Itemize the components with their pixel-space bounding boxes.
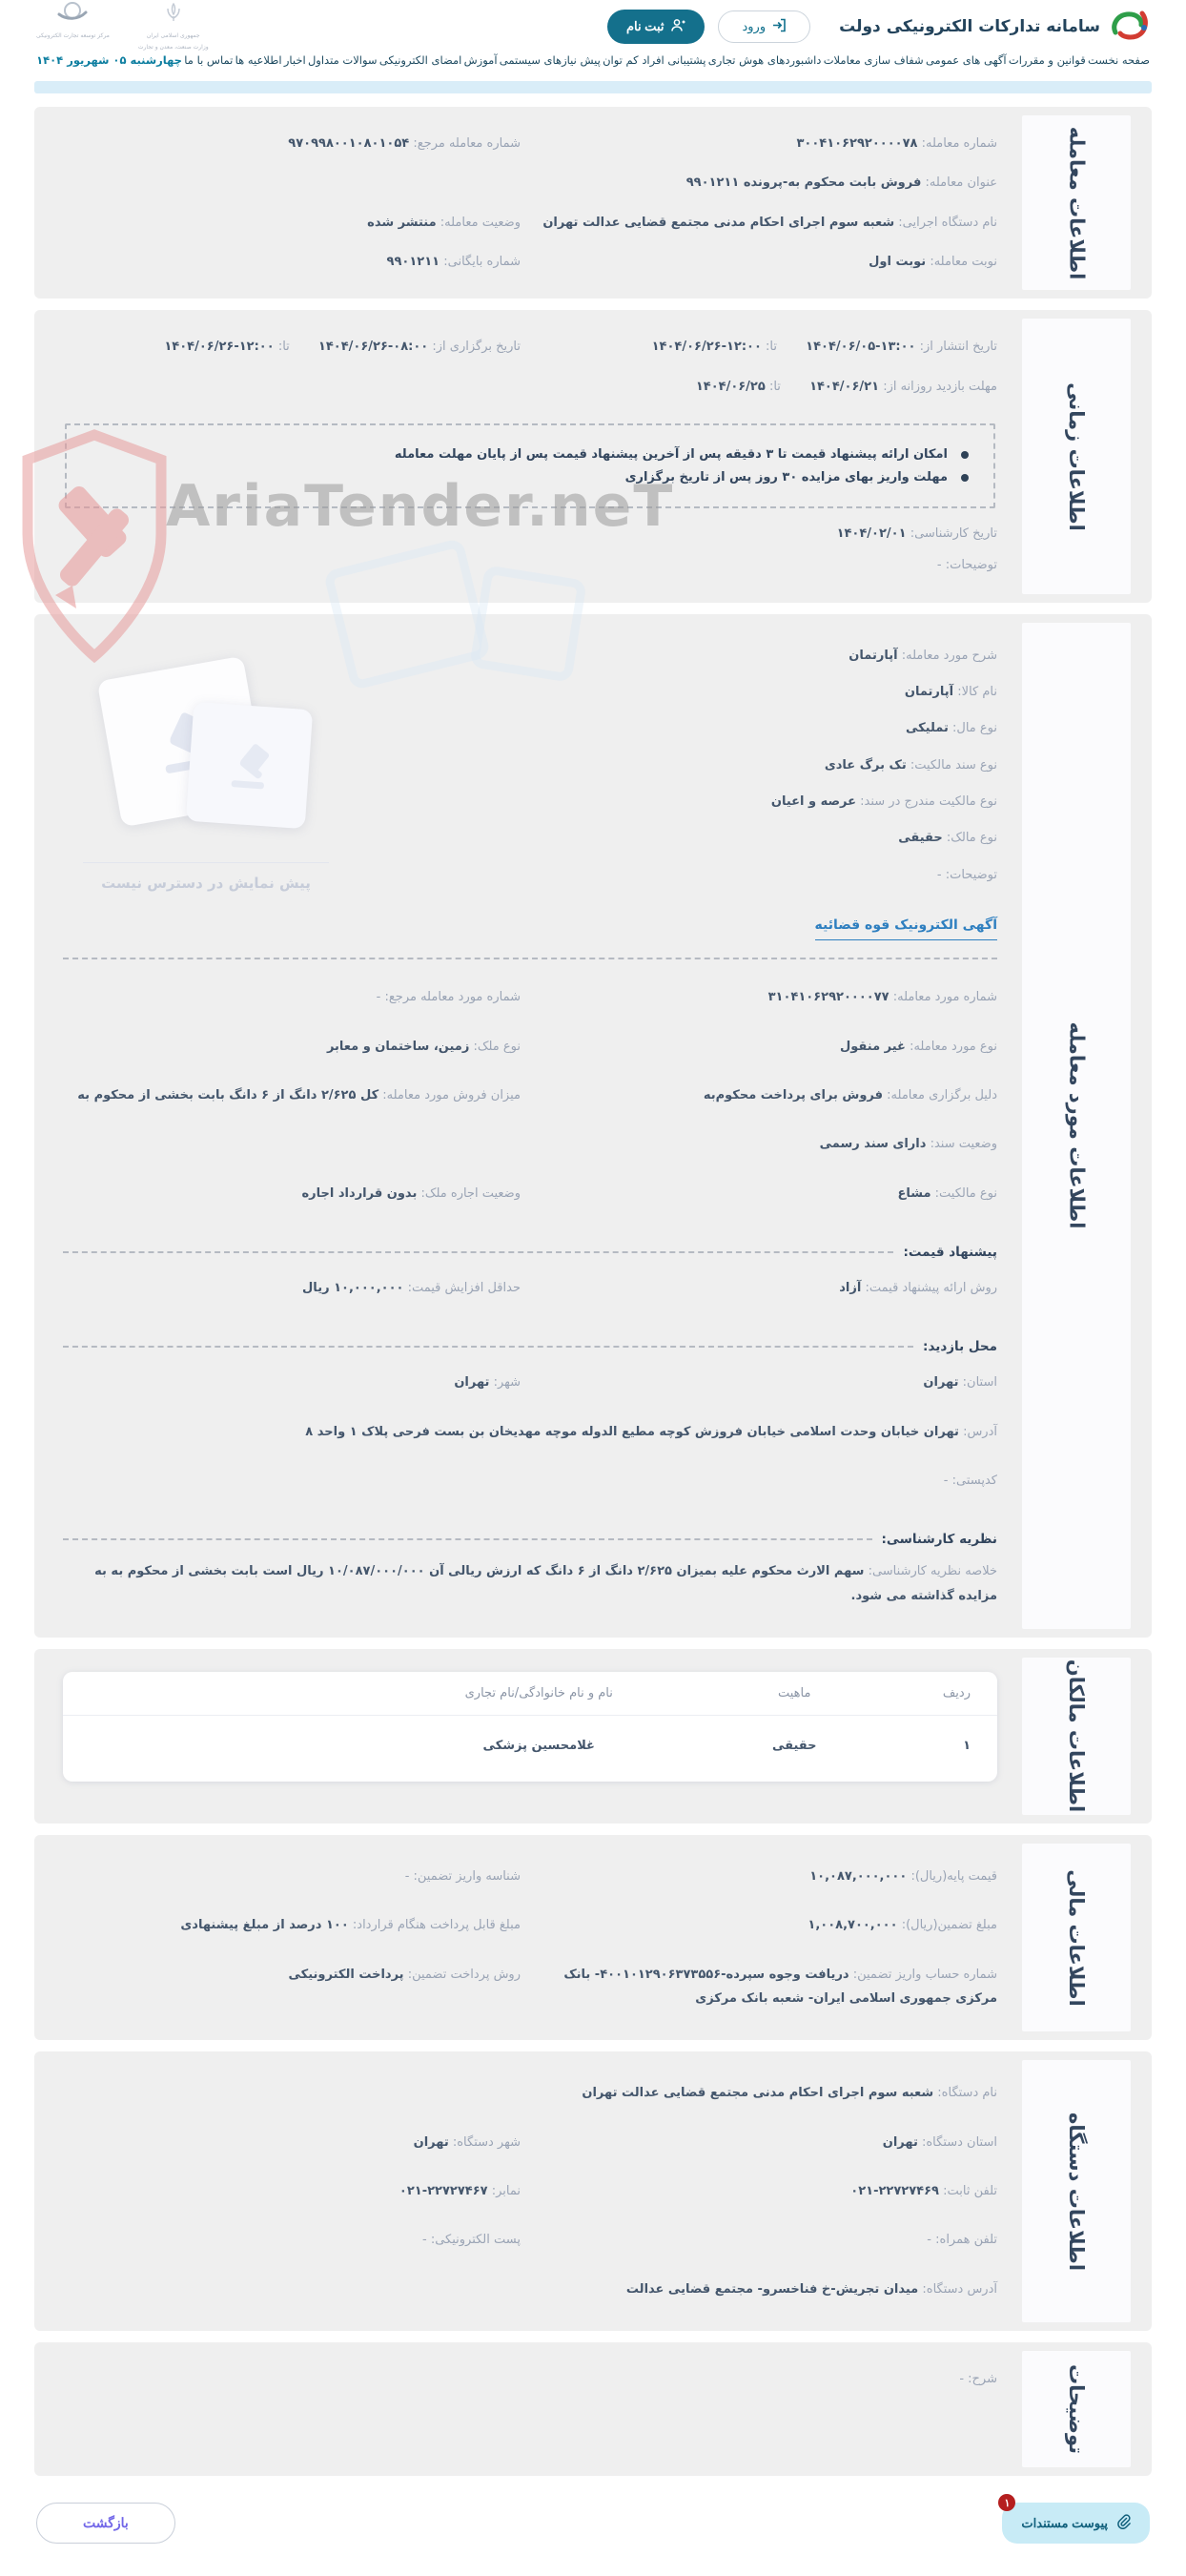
field-value: آپارتمان xyxy=(904,685,954,700)
field-label: وضعیت معامله: xyxy=(440,215,521,230)
field-value: ۱۰,۰۸۷,۰۰۰,۰۰۰ xyxy=(809,1868,908,1884)
field-value: عرصه و اعیان xyxy=(770,794,857,810)
expert-opinion-heading xyxy=(63,1532,997,1547)
field-agency-mobile xyxy=(540,2228,997,2252)
field-subject-ref-number xyxy=(63,985,521,1009)
judiciary-eauction-link[interactable]: آگهی الکترونیک قوه قضائیه xyxy=(815,917,998,940)
visit-location-heading xyxy=(63,1339,997,1354)
bullet-icon xyxy=(961,451,969,459)
field-subject-desc xyxy=(372,644,997,668)
nav-item-announcements[interactable]: اطلاعیه ها xyxy=(235,53,282,67)
price-offer-heading xyxy=(63,1245,997,1260)
field-value: تهران xyxy=(923,1375,959,1391)
field-agency-name xyxy=(63,2081,997,2105)
field-label: حداقل افزایش قیمت: xyxy=(407,1280,521,1295)
nav-item-bi-dashboards[interactable]: داشبوردهای هوش تجاری xyxy=(707,53,822,67)
notice-item xyxy=(92,470,969,484)
field-expert-summary xyxy=(63,1559,997,1608)
field-deal-number xyxy=(540,132,997,155)
field-label: نام دستگاه: xyxy=(937,2086,997,2101)
owners-table-header xyxy=(63,1672,997,1716)
field-agency-fax xyxy=(63,2179,521,2203)
field-province xyxy=(540,1370,997,1394)
field-value: ۹۷۰۹۹۸۰۰۱۰۸۰۱۰۵۴ xyxy=(288,136,410,151)
field-label: مبلغ قابل پرداخت هنگام قرارداد: xyxy=(352,1918,521,1933)
dashed-rule xyxy=(63,1538,872,1540)
placeholder-divider xyxy=(83,862,329,863)
field-label: نام کالا: xyxy=(957,685,997,700)
cell-entity-type: حقیقی xyxy=(771,1738,817,1753)
field-label: شماره مورد معامله: xyxy=(892,990,997,1005)
section-title: اطلاعات مالکان xyxy=(1065,1659,1088,1813)
field-label: روش ارائه پیشنهاد قیمت: xyxy=(865,1280,997,1295)
field-value: ۳۰۰۴۱۰۶۲۹۲۰۰۰۰۷۸ xyxy=(796,136,918,151)
field-deed-status xyxy=(63,1132,997,1156)
login-label: ورود xyxy=(742,18,767,33)
login-icon xyxy=(772,18,787,35)
section-title: اطلاعات زمانی xyxy=(1065,381,1088,531)
field-owner-type xyxy=(372,826,997,850)
field-estate-type xyxy=(63,1035,521,1059)
field-value: - xyxy=(959,2372,965,2387)
field-value: فروش بابت محکوم به-پرونده ۹۹۰۱۲۱۱ xyxy=(685,175,922,191)
field-label: تلفن همراه: xyxy=(935,2233,997,2248)
field-label: تاریخ انتشار از: xyxy=(919,340,997,355)
dashed-rule xyxy=(63,1346,913,1348)
field-deed-type xyxy=(372,753,997,777)
signup-label: ثبت نام xyxy=(625,18,665,33)
heading-text: پیشنهاد قیمت: xyxy=(903,1244,997,1260)
field-deal-status xyxy=(63,211,521,235)
header xyxy=(0,0,1186,50)
section-subject-info xyxy=(34,614,1152,1638)
field-value: غیر منقول xyxy=(839,1039,906,1054)
field-min-increment xyxy=(63,1276,521,1300)
field-payable-at-contract xyxy=(63,1913,521,1937)
section-owners-info xyxy=(34,1649,1152,1824)
field-label: مهلت بازدید روزانه از: xyxy=(883,379,997,394)
field-time-notes xyxy=(63,553,997,577)
section-title: اطلاعات مورد معامله xyxy=(1065,1021,1088,1229)
signup-button[interactable] xyxy=(607,10,705,44)
field-expert-date xyxy=(63,522,997,546)
field-label: نوبت معامله: xyxy=(930,255,997,270)
notice-text: مهلت واریز بهای مزایده ۳۰ روز پس از تاریخ برگزاری xyxy=(624,470,948,485)
owners-table xyxy=(63,1672,997,1782)
back-button[interactable]: بازگشت xyxy=(36,2503,175,2544)
nav-item-faq[interactable]: سوالات متداول xyxy=(307,53,378,67)
setad-logo-icon xyxy=(1110,8,1150,46)
table-row xyxy=(63,1716,997,1782)
cell-owner-name: غلامحسین پزشکی xyxy=(482,1738,595,1753)
column-header-entity-type: ماهیت xyxy=(777,1685,811,1700)
bullet-icon xyxy=(961,474,969,482)
nav-item-contact[interactable]: تماس با ما xyxy=(184,53,234,67)
section-title: توضیحات xyxy=(1065,2364,1089,2455)
field-agency-phone xyxy=(540,2179,997,2203)
field-offer-method xyxy=(540,1276,997,1300)
notice-box xyxy=(65,423,995,508)
field-value: ۰۲۱-۲۲۷۲۷۴۶۷ xyxy=(399,2184,488,2198)
heading-text: محل بازدید: xyxy=(923,1339,997,1355)
section-title: اطلاعات مالی xyxy=(1065,1868,1088,2007)
field-label: شهر: xyxy=(493,1375,521,1391)
field-value: ۱۴۰۴/۰۶/۲۶-۱۲:۰۰ xyxy=(651,340,762,355)
field-label: تا: xyxy=(277,340,290,355)
field-value: مشاع xyxy=(897,1185,931,1201)
attachments-count-badge: ۱ xyxy=(998,2494,1015,2511)
notice-text: امکان ارائه پیشنهاد قیمت تا ۳ دقیقه پس از آخرین پیشنهاد قیمت پس از پایان مهلت معامله xyxy=(394,447,948,463)
field-label: تاریخ کارشناسی: xyxy=(910,526,997,542)
field-address xyxy=(63,1420,997,1444)
field-value: سهم الارث محکوم علیه بمیزان ۲/۶۲۵ دانگ از ۶ دانگ که ارزش ریالی آن ۱۰/۰۸۷/۰۰۰/۰۰۰ ریال است بابت بخشی از محکوم به به مزایده گذاشته می شود. xyxy=(94,1564,997,1603)
section-deal-info xyxy=(34,107,1152,299)
field-agency-email xyxy=(63,2228,521,2252)
field-deal-ref-number xyxy=(63,132,521,155)
field-executive-org xyxy=(540,211,997,235)
column-header-row-number: ردیف xyxy=(942,1685,971,1700)
nav-item-training[interactable]: آموزش xyxy=(463,53,498,67)
field-value: تهران xyxy=(413,2134,449,2150)
footer-actions xyxy=(36,2497,1150,2544)
field-label: روش پرداخت تضمین: xyxy=(407,1967,521,1982)
field-value: تک برگ عادی xyxy=(824,757,907,773)
field-label: شماره بایگانی: xyxy=(443,255,521,270)
field-city xyxy=(63,1370,521,1394)
user-plus-icon xyxy=(670,18,685,35)
paperclip-icon xyxy=(1116,2514,1131,2532)
field-lease-status xyxy=(63,1182,521,1206)
field-value: - xyxy=(421,2233,427,2248)
field-agency-province xyxy=(540,2131,997,2154)
field-value: آپارتمان xyxy=(849,648,898,663)
field-sale-reason xyxy=(540,1083,997,1107)
field-label: شرح: xyxy=(968,2372,997,2387)
field-value: تهران xyxy=(454,1375,490,1391)
ecommerce-caption: مرکز توسعه تجارت الکترونیکی xyxy=(36,31,110,39)
section-label-agency xyxy=(1022,2060,1131,2322)
nav-item-accessibility[interactable]: پشتیبانی افراد کم توان xyxy=(603,53,706,67)
placeholder-graphics xyxy=(92,656,320,847)
field-ownership-in-deed xyxy=(372,790,997,814)
nav-item-home[interactable]: صفحه نخست xyxy=(1087,53,1150,67)
field-label: نوع مورد معامله: xyxy=(910,1039,997,1054)
nav-item-public-notices[interactable]: آگهی های عمومی xyxy=(925,53,1007,67)
field-label: میزان فروش مورد معامله: xyxy=(382,1087,521,1103)
field-label: نوع سند مالکیت: xyxy=(910,757,997,773)
field-label: وضعیت سند: xyxy=(930,1137,997,1152)
image-preview-placeholder xyxy=(63,631,349,899)
field-value: - xyxy=(376,990,381,1005)
field-label: استان: xyxy=(962,1375,997,1391)
field-label: آدرس: xyxy=(963,1424,997,1439)
field-value: ۱۴۰۴/۰۶/۲۶-۱۲:۰۰ xyxy=(164,340,275,355)
section-title: اطلاعات معامله xyxy=(1065,126,1088,279)
field-guarantee-payment-method xyxy=(63,1963,521,2011)
field-hold-range xyxy=(63,335,521,359)
field-label: شرح مورد معامله: xyxy=(901,648,997,663)
field-value: پرداخت الکترونیکی xyxy=(288,1967,404,1982)
field-label: وضعیت اجاره ملک: xyxy=(420,1185,521,1201)
field-sale-portion xyxy=(63,1083,521,1107)
field-subject-number xyxy=(540,985,997,1009)
field-value: ۱۴۰۴/۰۶/۰۵-۱۳:۰۰ xyxy=(806,340,916,355)
field-publish-range xyxy=(540,335,997,359)
field-label: دلیل برگزاری معامله: xyxy=(887,1087,997,1103)
field-label: نوع ملک: xyxy=(473,1039,521,1054)
nav-item-news[interactable]: اخبار xyxy=(283,53,306,67)
field-value: آزاد xyxy=(839,1280,862,1295)
field-value: ۱۰۰ درصد از مبلغ پیشنهادی xyxy=(180,1918,349,1933)
section-label-time-info xyxy=(1022,319,1131,593)
field-base-price xyxy=(540,1865,997,1888)
field-value: تملیکی xyxy=(905,721,949,736)
field-value: دارای سند رسمی xyxy=(819,1137,927,1152)
field-value: میدان تجریش-خ فناخسرو- مجتمع قضایی عدالت xyxy=(625,2281,919,2297)
field-value: فروش برای پرداخت محکوم‌به xyxy=(703,1087,884,1103)
field-visit-range xyxy=(63,375,997,399)
field-subject-notes xyxy=(372,863,997,887)
dashed-divider xyxy=(63,958,997,959)
field-label: آدرس دستگاه: xyxy=(922,2281,997,2297)
field-value: ۱۴۰۴/۰۲/۰۱ xyxy=(836,526,907,542)
field-value: کل ۲/۶۲۵ دانگ از ۶ دانگ بابت بخشی از محکوم به xyxy=(77,1087,379,1103)
nav-item-esignature[interactable]: امضای الکترونیکی xyxy=(378,53,462,67)
field-value: - xyxy=(936,867,942,882)
field-label: نوع مال: xyxy=(952,721,997,736)
field-guarantee-account xyxy=(540,1963,997,2011)
login-button[interactable] xyxy=(718,10,810,43)
current-date: چهارشنبه ۰۵ شهریور ۱۴۰۴ xyxy=(36,53,182,67)
decorative-strip xyxy=(34,81,1152,93)
section-notes xyxy=(34,2342,1152,2476)
watermark-text: AriaTender.neT xyxy=(166,473,675,540)
field-value: ۱۴۰۴/۰۶/۲۱ xyxy=(809,379,880,394)
nav-item-system-requirements[interactable]: پیش نیازهای سیستمی xyxy=(499,53,601,67)
field-value: - xyxy=(936,558,942,573)
field-notes-desc xyxy=(63,2367,997,2391)
brand xyxy=(839,8,1150,46)
main-navbar xyxy=(0,50,1186,75)
field-label: تا: xyxy=(768,379,781,394)
field-label: عنوان معامله: xyxy=(925,175,997,191)
field-value: - xyxy=(404,1868,410,1884)
field-property-kind xyxy=(372,716,997,740)
field-label: تا: xyxy=(766,340,778,355)
field-value: ۱۰,۰۰۰,۰۰۰ ریال xyxy=(302,1280,404,1295)
field-value: شعبه سوم اجرای احکام مدنی مجتمع قضایی عدالت تهران xyxy=(582,2086,934,2101)
field-archive-number xyxy=(63,250,521,274)
field-value: بدون قرارداد اجاره xyxy=(301,1185,418,1201)
field-label: تاریخ برگزاری از: xyxy=(432,340,521,355)
ministry-caption-line2: وزارت صنعت، معدن و تجارت xyxy=(137,43,209,51)
section-label-deal-info xyxy=(1022,115,1131,290)
field-label: نوع مالکیت مندرج در سند: xyxy=(860,794,997,810)
heading-text: نظریه کارشناسی: xyxy=(881,1532,997,1548)
section-financial-info xyxy=(34,1835,1152,2040)
field-label: قیمت پایه(ریال): xyxy=(910,1868,997,1884)
field-value: شعبه سوم اجرای احکام مدنی مجتمع قضایی عدالت تهران xyxy=(542,215,895,230)
section-time-info xyxy=(34,310,1152,602)
field-label: پست الکترونیکی: xyxy=(430,2233,521,2248)
field-value: ۱۴۰۴/۰۶/۲۵ xyxy=(695,379,766,394)
nav-item-rules[interactable]: قوانین و مقررات xyxy=(1008,53,1086,67)
dashed-rule xyxy=(63,1251,893,1253)
field-label: توضیحات: xyxy=(945,867,997,882)
government-logos xyxy=(36,1,209,52)
field-ownership-type xyxy=(540,1182,997,1206)
field-value: ۱۴۰۴/۰۶/۲۶-۰۸:۰۰ xyxy=(317,340,429,355)
nav-item-transparency[interactable]: شفاف سازی معاملات xyxy=(823,53,924,67)
field-label: نوع مالکیت: xyxy=(934,1185,997,1201)
gavel-photo-icon xyxy=(186,702,313,829)
ministry-logo xyxy=(138,1,209,52)
field-deposit-id xyxy=(63,1865,521,1888)
field-value: ۱,۰۰۸,۷۰۰,۰۰۰ xyxy=(808,1918,898,1933)
field-item-name xyxy=(372,680,997,704)
field-label: تلفن ثابت: xyxy=(943,2184,997,2198)
field-value: تهران xyxy=(882,2134,918,2150)
notice-item xyxy=(92,447,969,462)
field-agency-city xyxy=(63,2131,521,2154)
section-label-notes xyxy=(1022,2351,1131,2467)
field-label: نمابر: xyxy=(491,2184,521,2198)
field-value: دریافت وجوه سپرده-۴۰۰۱۰۱۲۹۰۶۳۷۳۵۵۶- بانک مرکزی جمهوری اسلامی ایران- شعبه بانک مرکزی xyxy=(563,1967,997,2006)
field-subject-type xyxy=(540,1035,997,1059)
field-label: شناسه واریز تضمین: xyxy=(413,1868,521,1884)
field-value: ۹۹۰۱۲۱۱ xyxy=(386,255,440,270)
field-value: تهران خیابان وحدت اسلامی خیابان فروزش کوچه مطیع الدوله موچه مهدیخان بن بست فرحی پلاک ۱ واحد ۸ xyxy=(305,1424,959,1439)
judiciary-link-row xyxy=(63,915,997,933)
field-label: شماره معامله مرجع: xyxy=(413,136,521,151)
section-title: اطلاعات دستگاه xyxy=(1065,2112,1088,2271)
field-value: - xyxy=(943,1473,949,1488)
section-label-financial xyxy=(1022,1844,1131,2031)
field-deal-round xyxy=(540,250,997,274)
app-title: سامانه تدارکات الکترونیکی دولت xyxy=(839,16,1100,36)
column-header-owner-name: نام و نام خانوادگی/نام تجاری xyxy=(464,1685,613,1700)
attachments-label: پیوست مستندات xyxy=(1021,2515,1108,2530)
field-label: شماره معامله: xyxy=(921,136,997,151)
field-value: نوبت اول xyxy=(869,255,927,270)
field-label: مبلغ تضمین(ریال): xyxy=(901,1918,997,1933)
cell-row-number: ۱ xyxy=(963,1738,971,1753)
field-label: کدپستی: xyxy=(951,1473,997,1488)
section-label-subject-info xyxy=(1022,623,1131,1629)
ecommerce-center-logo xyxy=(36,1,110,41)
field-label: نام دستگاه اجرایی: xyxy=(898,215,997,230)
field-agency-address xyxy=(63,2277,997,2301)
iran-emblem-icon xyxy=(161,1,186,30)
field-value: ۳۱۰۴۱۰۶۲۹۲۰۰۰۰۷۷ xyxy=(767,990,890,1005)
field-label: شماره مورد معامله مرجع: xyxy=(384,990,521,1005)
field-label: شماره حساب واریز تضمین: xyxy=(852,1967,997,1982)
field-label: خلاصه نظریه کارشناسی: xyxy=(868,1564,997,1579)
field-value: - xyxy=(927,2233,931,2248)
field-value: ۰۲۱-۲۲۷۲۷۴۶۹ xyxy=(850,2184,939,2198)
field-label: استان دستگاه: xyxy=(921,2134,997,2150)
field-label: توضیحات: xyxy=(945,558,997,573)
field-label: نوع مالک: xyxy=(946,831,997,846)
field-guarantee-amount xyxy=(540,1913,997,1937)
field-deal-title xyxy=(63,171,997,195)
ecommerce-swoosh-icon xyxy=(56,1,89,30)
no-preview-text: پیش نمایش در دسترس نیست xyxy=(101,874,311,892)
field-value: منتشر شده xyxy=(367,215,437,230)
section-agency-info xyxy=(34,2051,1152,2331)
section-label-owners xyxy=(1022,1658,1131,1815)
attachments-button[interactable] xyxy=(1002,2497,1150,2544)
field-postal-code xyxy=(63,1469,997,1493)
field-value: زمین، ساختمان و معابر xyxy=(326,1039,470,1054)
field-label: شهر دستگاه: xyxy=(452,2134,521,2150)
ministry-caption-line1: جمهوری اسلامی ایران xyxy=(146,31,200,39)
field-value: حقیقی xyxy=(898,831,943,846)
